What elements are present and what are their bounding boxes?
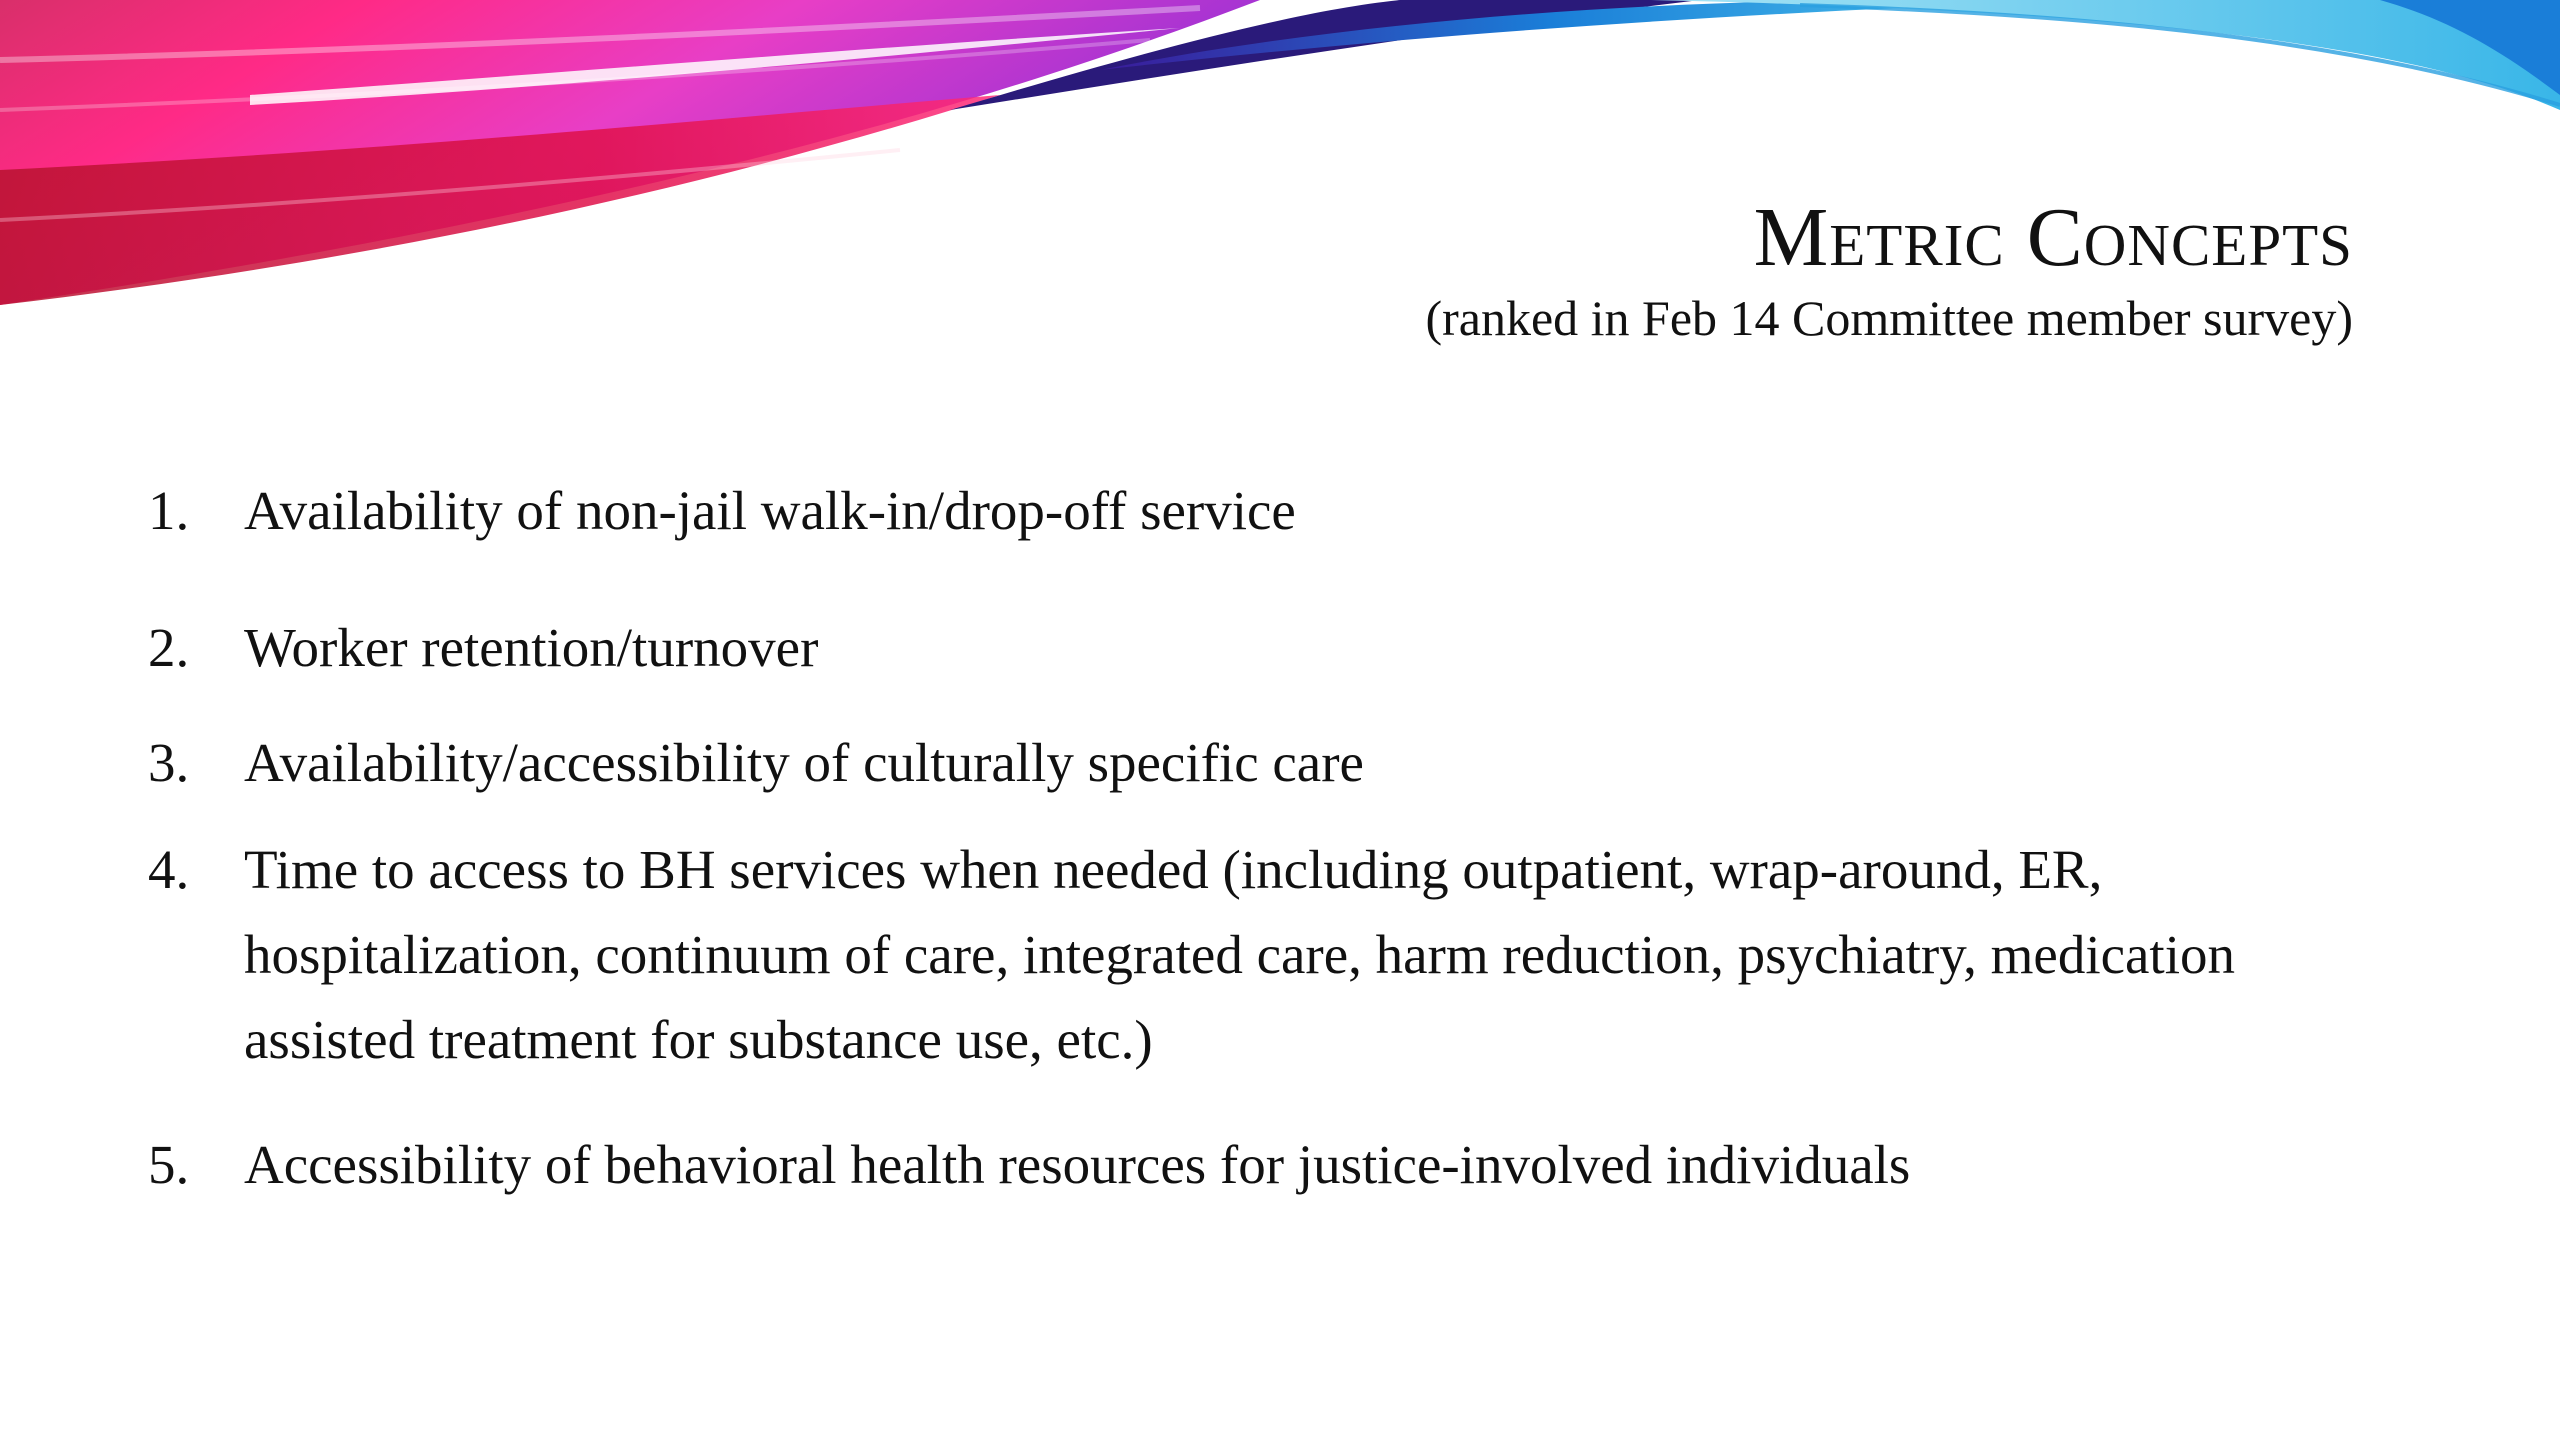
list-item-text: Availability of non-jail walk-in/drop-off service	[244, 480, 1296, 541]
list-item	[148, 605, 2388, 690]
list-item	[148, 827, 2388, 1082]
list-item-number: 3.	[148, 732, 190, 793]
title-block	[753, 188, 2353, 348]
list-item-number: 4.	[148, 839, 190, 900]
list-item-text: Availability/accessibility of culturally specific care	[244, 732, 1364, 793]
ranked-list	[148, 468, 2388, 1207]
list-item-number: 1.	[148, 480, 190, 541]
list-item	[148, 720, 2388, 805]
list-item	[148, 1122, 2388, 1207]
list-item-text: Time to access to BH services when needed (including outpatient, wrap-around, ER, hospitalization, continuum of care, integrated care, harm reduction, psychiatry, medication assisted treatment for substance use, etc.)	[244, 839, 2235, 1070]
list-item-number: 2.	[148, 617, 190, 678]
list-item	[148, 468, 2388, 553]
slide-subtitle: (ranked in Feb 14 Committee member survey)	[1425, 290, 2353, 346]
list-item-text: Accessibility of behavioral health resources for justice-involved individuals	[244, 1134, 1911, 1195]
list-item-number: 5.	[148, 1134, 190, 1195]
list-item-text: Worker retention/turnover	[244, 617, 819, 678]
slide-title: Metric Concepts	[1753, 191, 2353, 284]
